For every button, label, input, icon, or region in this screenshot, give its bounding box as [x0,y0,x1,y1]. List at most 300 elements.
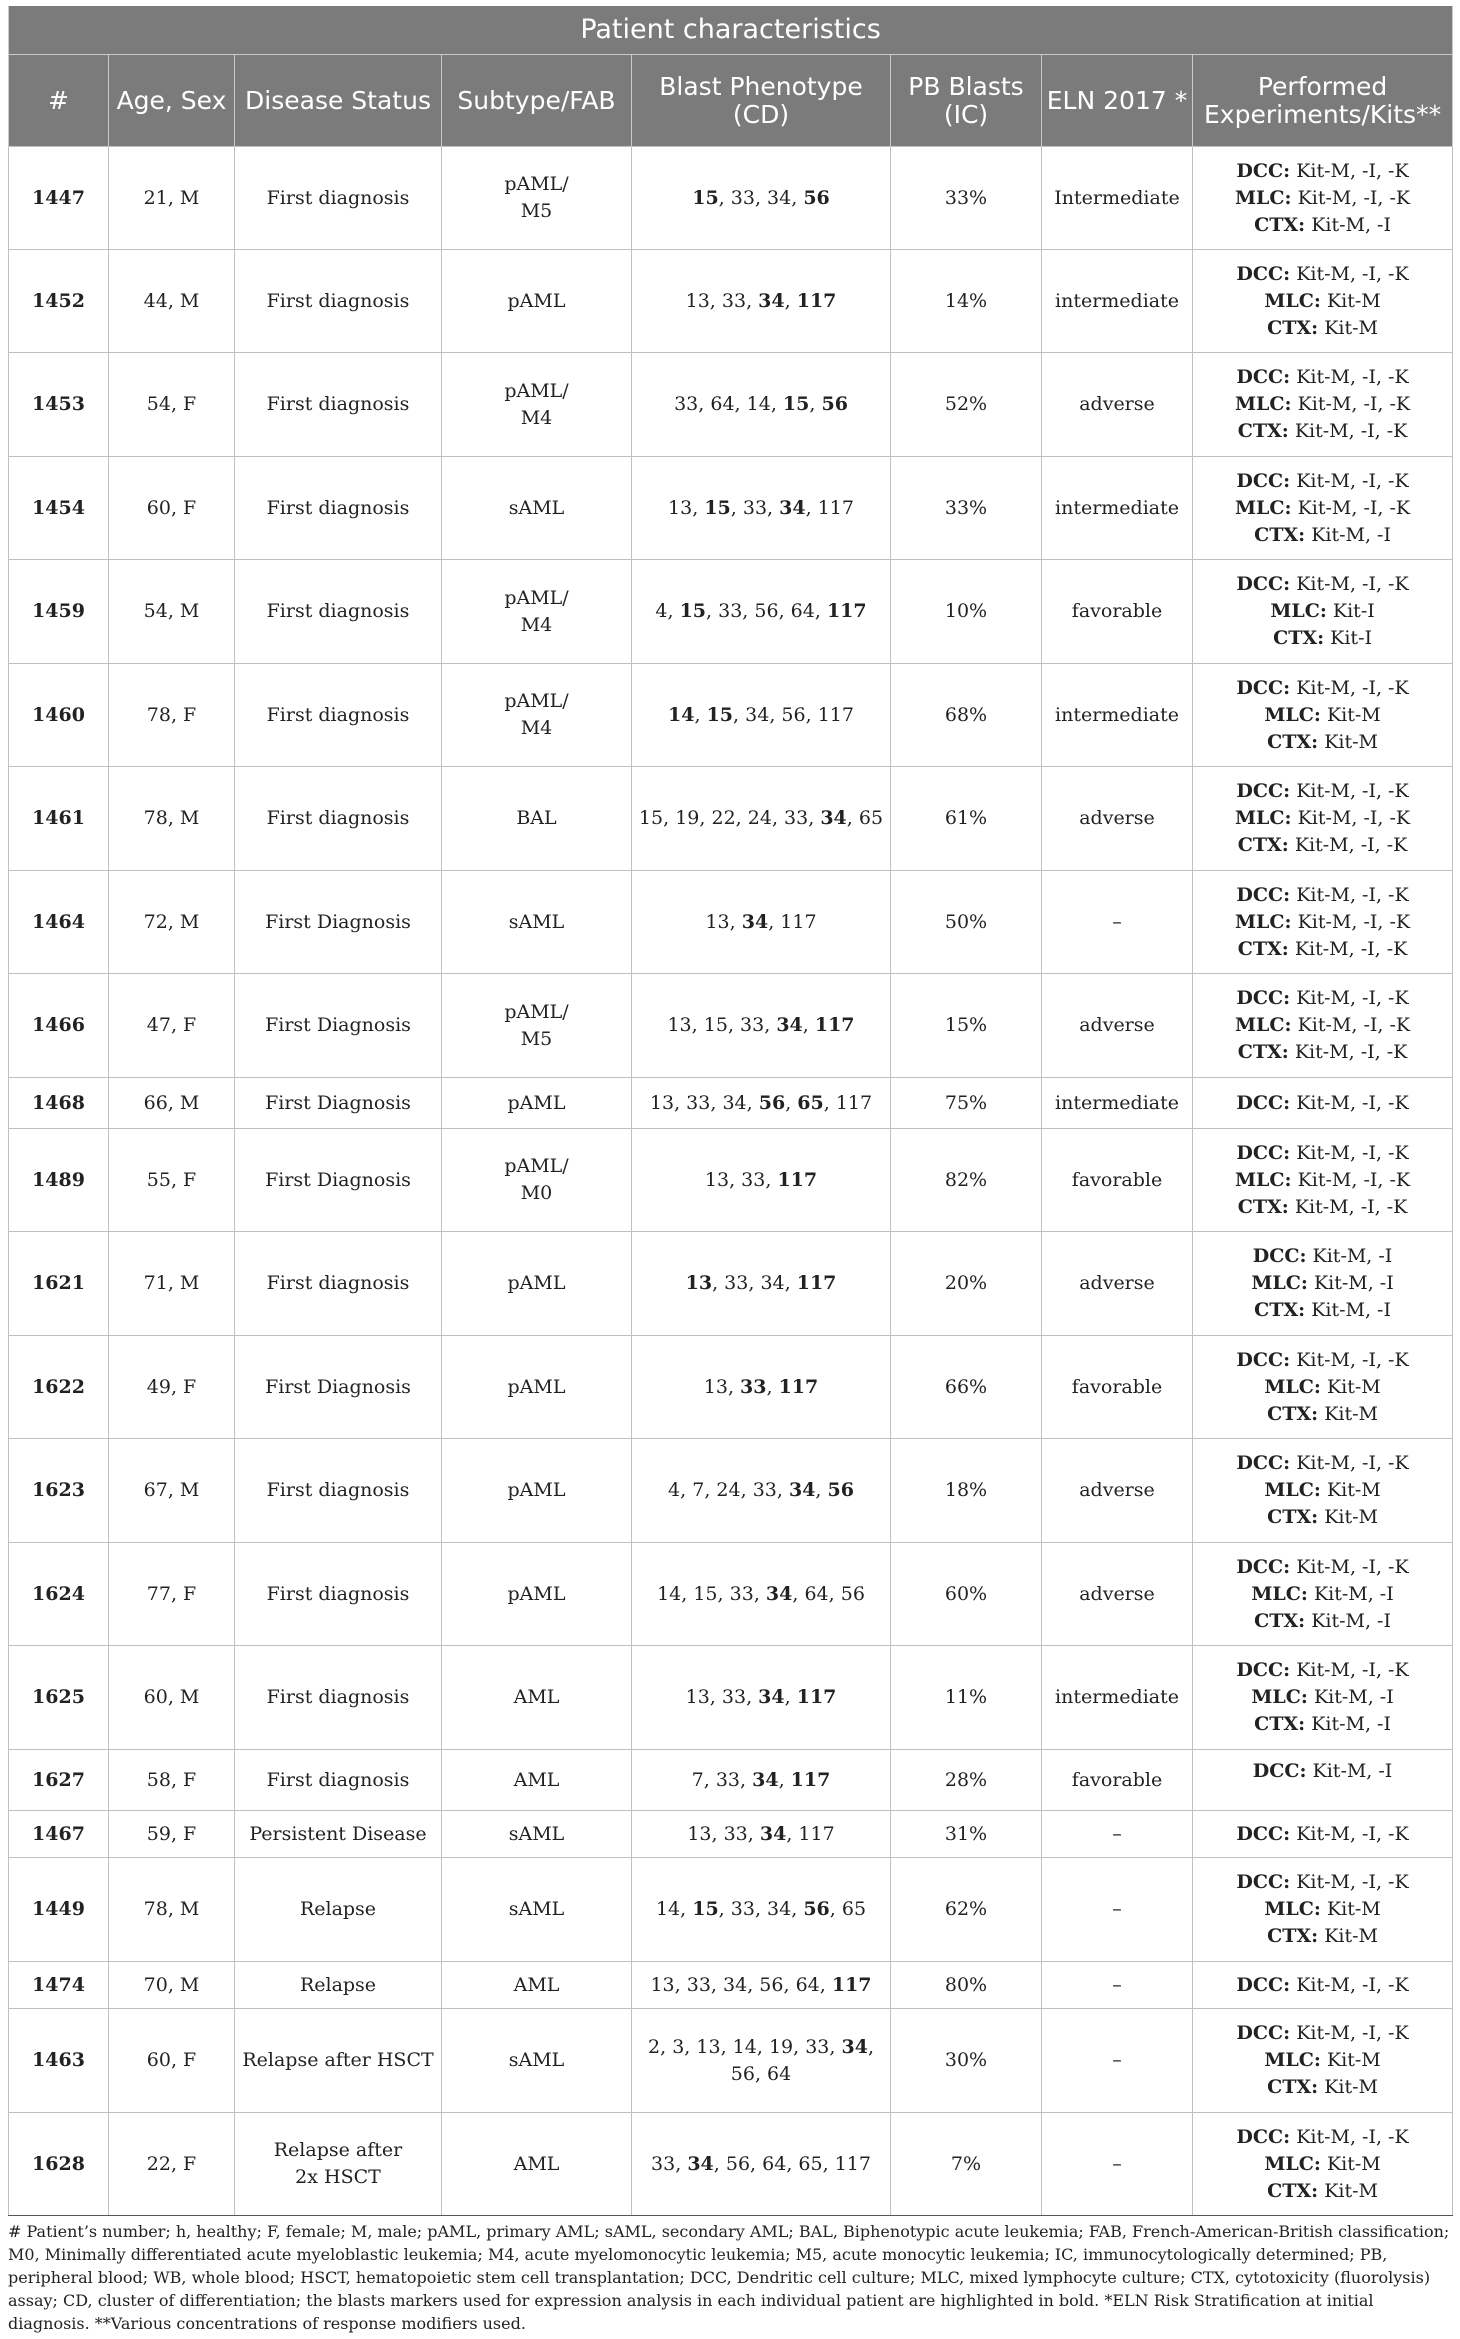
cd-marker: 15 [693,1582,718,1605]
cd-marker: 33 [741,1168,766,1191]
disease-status-line: First diagnosis [266,807,410,829]
cell-blast-phenotype: 13, 33, 34, 56, 65, 117 [632,1078,891,1129]
cd-marker: 117 [798,1822,835,1845]
cd-marker: 65 [858,807,884,829]
cell-blast-phenotype: 13, 33, 34, 117 [632,250,891,353]
table-row [9,147,1453,250]
cell-patient-number: 1474 [9,1962,109,2009]
experiment-kits: Kit-M, -I, -K [1296,780,1409,802]
experiment-label: CTX: [1254,1299,1306,1321]
cell-blast-phenotype: 14, 15, 33, 34, 56, 65 [632,1858,891,1962]
experiment-label: CTX: [1237,834,1289,856]
experiment-label: CTX: [1273,627,1325,649]
cd-marker-highlighted: 117 [790,1768,831,1791]
cd-marker: 19 [675,807,700,829]
cell-age-sex: 72, M [109,871,235,974]
cd-marker-highlighted: 34 [741,910,769,933]
cell-eln: adverse [1042,767,1193,871]
cell-patient-number: 1628 [9,2113,109,2216]
experiment-label: DCC: [1236,676,1291,699]
experiment-kits: Kit-M, -I, -K [1297,910,1411,933]
disease-status-line: First Diagnosis [265,1375,411,1398]
cell-subtype [442,250,632,353]
experiment-kits: Kit-M, -I, -K [1296,1822,1409,1845]
cell-disease-status [235,2009,442,2113]
experiment-label: MLC: [1251,1582,1308,1605]
cell-age-sex: 55, F [109,1129,235,1232]
experiment-kits: Kit-M, -I [1311,1713,1391,1735]
cd-marker: 56 [725,2152,751,2175]
experiment-label: CTX: [1267,730,1319,753]
cell-disease-status [235,974,442,1078]
table-row [9,250,1453,353]
experiment-kits: Kit-M [1324,2179,1378,2202]
cell-patient-number: 1489 [9,1129,109,1232]
table-row [9,664,1453,767]
experiment-kits: Kit-M, -I, -K [1296,573,1409,595]
cell-pb-blasts: 30% [891,2009,1042,2113]
cd-marker: 65 [841,1898,867,1920]
experiment-kits: Kit-M, -I, -K [1294,937,1408,960]
cd-marker-highlighted: 13 [685,1272,713,1294]
subtype-line: sAML [508,496,565,519]
cell-subtype [442,974,632,1078]
table-row [9,1962,1453,2009]
cd-marker: 13 [685,289,710,312]
experiment-label: MLC: [1264,2152,1321,2175]
cd-marker-highlighted: 15 [782,393,810,415]
disease-status-line: First Diagnosis [265,1168,411,1191]
table-row [9,1129,1453,1232]
cell-disease-status [235,1646,442,1750]
experiment-kits: Kit-M [1326,1375,1381,1398]
experiment-kits: Kit-M, -I, -K [1296,987,1409,1009]
cell-experiments [1193,457,1453,560]
experiment-kits: Kit-M [1324,1506,1378,1528]
subtype-line: pAML/ [504,690,569,712]
cell-disease-status [235,353,442,457]
cd-marker: 33 [742,496,768,519]
experiment-kits: Kit-M, -I, -K [1296,1091,1409,1114]
experiment-kits: Kit-M, -I, -K [1296,1141,1409,1164]
cd-marker: 56 [840,1582,865,1605]
cell-eln: – [1042,2113,1193,2216]
cell-eln: adverse [1042,1543,1193,1646]
experiment-label: DCC: [1236,987,1291,1009]
experiment-kits: Kit-M, -I [1311,1609,1391,1632]
experiment-kits: Kit-M, -I, -K [1297,1014,1411,1036]
cell-disease-status [235,1078,442,1129]
cell-blast-phenotype: 13, 33, 117 [632,1336,891,1439]
cd-marker: 56 [730,2062,755,2085]
cd-marker: 4 [655,600,668,622]
experiment-label: MLC: [1264,289,1321,312]
experiment-label: DCC: [1236,1822,1291,1845]
cell-experiments [1193,1750,1453,1811]
col-header-pb-blasts: PB Blasts (IC) [891,55,1042,147]
disease-status-line: First diagnosis [266,289,410,312]
cd-marker-highlighted: 34 [752,1768,779,1791]
cell-disease-status [235,1750,442,1811]
cd-marker-highlighted: 56 [821,393,848,415]
cell-pb-blasts: 50% [891,871,1042,974]
disease-status-line: First diagnosis [266,1582,410,1605]
experiment-label: DCC: [1236,1091,1291,1114]
experiment-label: DCC: [1236,159,1291,182]
cell-eln: adverse [1042,974,1193,1078]
cd-marker: 14 [655,1898,681,1920]
cd-marker-highlighted: 15 [692,186,719,209]
experiment-label: CTX: [1254,523,1306,546]
cd-marker: 56 [759,1973,784,1996]
experiment-label: DCC: [1236,1348,1291,1371]
cd-marker: 2 [648,2035,661,2058]
subtype-line: pAML [507,1375,566,1398]
cell-experiments [1193,2113,1453,2216]
cd-marker-highlighted: 34 [687,2152,714,2175]
cd-marker-highlighted: 56 [803,186,830,209]
subtype-line: sAML [508,2049,565,2071]
cell-patient-number: 1466 [9,974,109,1078]
disease-status-line: First diagnosis [266,1479,410,1501]
cell-disease-status [235,1543,442,1646]
cell-experiments [1193,250,1453,353]
cd-marker-highlighted: 117 [777,1168,818,1191]
experiment-label: DCC: [1236,1555,1291,1578]
cell-patient-number: 1463 [9,2009,109,2113]
subtype-line: sAML [508,1898,565,1920]
cell-patient-number: 1452 [9,250,109,353]
cell-experiments [1193,353,1453,457]
cd-marker: 3 [672,2035,685,2058]
cd-marker: 64 [710,393,735,415]
table-row [9,457,1453,560]
subtype-line: AML [513,2152,560,2175]
experiment-kits: Kit-M, -I, -K [1296,2125,1409,2148]
subtype-line: pAML [507,1479,566,1501]
cell-blast-phenotype: 13, 33, 34, 117 [632,1232,891,1336]
cell-subtype [442,1858,632,1962]
experiment-label: MLC: [1270,600,1327,622]
experiment-label: MLC: [1264,1375,1321,1398]
subtype-line: M5 [520,200,553,222]
experiment-label: CTX: [1254,1609,1306,1632]
cd-marker-highlighted: 34 [759,1822,787,1845]
experiment-kits: Kit-M, -I, -K [1297,1168,1411,1191]
experiment-kits: Kit-M [1324,1925,1378,1947]
cell-patient-number: 1467 [9,1811,109,1858]
disease-status-line: First diagnosis [266,1768,410,1791]
cell-blast-phenotype: 13, 33, 34, 56, 64, 117 [632,1962,891,2009]
disease-status-line: First diagnosis [266,186,410,209]
col-header-blast-phenotype: Blast Phenotype (CD) [632,55,891,147]
cd-marker-highlighted: 34 [788,1479,816,1501]
cd-marker: 13 [667,1014,692,1036]
experiment-label: DCC: [1236,469,1291,492]
cell-patient-number: 1464 [9,871,109,974]
disease-status-line: Relapse after [273,2139,403,2161]
cell-patient-number: 1459 [9,560,109,664]
experiment-kits: Kit-M, -I [1313,1582,1394,1605]
cd-marker-highlighted: 34 [779,496,806,519]
cd-marker: 22 [711,807,736,829]
cd-marker: 33 [752,1479,777,1501]
experiment-label: CTX: [1267,316,1319,339]
disease-status-line: First Diagnosis [265,1091,411,1114]
cell-pb-blasts: 18% [891,1439,1042,1543]
experiment-label: DCC: [1236,1973,1291,1996]
experiment-label: MLC: [1264,1898,1321,1920]
experiment-label: DCC: [1236,1452,1291,1474]
cd-marker: 13 [696,2035,721,2058]
cell-experiments [1193,974,1453,1078]
disease-status-line: First diagnosis [266,393,410,415]
experiment-label: DCC: [1252,1760,1307,1782]
cell-pb-blasts: 15% [891,974,1042,1078]
experiment-kits: Kit-M, -I [1313,1272,1394,1294]
experiment-label: CTX: [1267,2076,1319,2098]
table-row [9,1543,1453,1646]
experiment-kits: Kit-M, -I [1312,1245,1393,1267]
cd-marker-highlighted: 34 [776,1014,803,1036]
cd-marker-highlighted: 117 [831,1973,872,1996]
cd-marker-highlighted: 15 [704,496,731,519]
cell-pb-blasts: 60% [891,1543,1042,1646]
cd-marker: 34 [767,186,792,209]
cd-marker-highlighted: 56 [827,1479,854,1501]
cd-marker: 117 [817,496,854,519]
cd-marker: 33 [721,1686,747,1708]
cell-pb-blasts: 33% [891,147,1042,250]
experiment-kits: Kit-M, -I, -K [1296,676,1409,699]
experiment-label: MLC: [1264,1479,1321,1501]
cell-pb-blasts: 7% [891,2113,1042,2216]
cell-pb-blasts: 80% [891,1962,1042,2009]
disease-status-line: 2x HSCT [295,2166,381,2188]
cd-marker: 64 [762,2152,787,2175]
cell-disease-status [235,1858,442,1962]
cell-eln: Intermediate [1042,147,1193,250]
cd-marker: 13 [704,1168,730,1191]
table-row [9,871,1453,974]
subtype-line: pAML/ [504,1000,569,1023]
experiment-kits: Kit-M [1326,703,1381,726]
cd-marker-highlighted: 34 [820,807,847,829]
table-container [8,6,1452,2216]
experiment-label: MLC: [1235,186,1292,209]
cell-pb-blasts: 10% [891,560,1042,664]
experiment-label: DCC: [1236,780,1291,802]
experiment-kits: Kit-M, -I, -K [1296,469,1409,492]
cell-subtype [442,560,632,664]
cell-age-sex: 66, M [109,1078,235,1129]
cell-age-sex: 60, F [109,457,235,560]
experiment-kits: Kit-M, -I, -K [1296,1555,1409,1578]
cell-age-sex: 59, F [109,1811,235,1858]
cell-pb-blasts: 82% [891,1129,1042,1232]
cell-age-sex: 47, F [109,974,235,1078]
cell-eln: adverse [1042,353,1193,457]
cell-blast-phenotype: 33, 64, 14, 15, 56 [632,353,891,457]
cell-eln: – [1042,1962,1193,2009]
cd-marker: 56 [754,600,779,622]
experiment-kits: Kit-M [1324,1402,1378,1425]
cd-marker: 24 [716,1479,741,1501]
cell-blast-phenotype: 13, 34, 117 [632,871,891,974]
cell-subtype [442,1750,632,1811]
cell-blast-phenotype: 4, 15, 33, 56, 64, 117 [632,560,891,664]
cell-pb-blasts: 52% [891,353,1042,457]
cell-blast-phenotype: 13, 33, 34, 117 [632,1646,891,1750]
cell-experiments [1193,1336,1453,1439]
cell-age-sex: 44, M [109,250,235,353]
experiment-kits: Kit-M, -I, -K [1296,262,1409,285]
experiment-label: MLC: [1264,703,1321,726]
cell-experiments [1193,1078,1453,1129]
cd-marker: 117 [834,2152,871,2175]
disease-status-line: First diagnosis [266,1686,410,1708]
cell-patient-number: 1453 [9,353,109,457]
col-header-eln: ELN 2017 * [1042,55,1193,147]
cell-pb-blasts: 62% [891,1858,1042,1962]
cell-experiments [1193,1543,1453,1646]
cd-marker: 19 [768,2035,794,2058]
experiment-label: MLC: [1251,1686,1308,1708]
cell-age-sex: 77, F [109,1543,235,1646]
cell-disease-status [235,1962,442,2009]
cell-blast-phenotype: 13, 15, 33, 34, 117 [632,457,891,560]
cell-eln: – [1042,871,1193,974]
table-row [9,1232,1453,1336]
cell-subtype [442,664,632,767]
experiment-label: CTX: [1254,213,1306,236]
cd-marker: 13 [685,1686,710,1708]
cell-subtype [442,1336,632,1439]
table-row [9,2113,1453,2216]
cell-experiments [1193,2009,1453,2113]
experiment-label: MLC: [1235,807,1292,829]
experiment-label: CTX: [1267,1402,1319,1425]
cd-marker: 65 [798,2152,823,2175]
experiment-kits: Kit-M, -I, -K [1296,1452,1409,1474]
cell-age-sex: 60, F [109,2009,235,2113]
cell-experiments [1193,147,1453,250]
cell-subtype [442,767,632,871]
cell-eln: intermediate [1042,250,1193,353]
cd-marker-highlighted: 65 [797,1091,824,1114]
cd-marker: 33 [721,289,747,312]
cell-pb-blasts: 68% [891,664,1042,767]
experiment-label: DCC: [1236,2125,1291,2148]
cell-subtype [442,1439,632,1543]
table-row [9,1439,1453,1543]
cell-subtype [442,871,632,974]
cell-age-sex: 78, F [109,664,235,767]
cell-disease-status [235,664,442,767]
cell-blast-phenotype: 2, 3, 13, 14, 19, 33, 34, 56, 64 [632,2009,891,2113]
cell-experiments [1193,1439,1453,1543]
table-body [9,147,1453,2216]
cd-marker: 7 [692,1479,705,1501]
cell-disease-status [235,1232,442,1336]
experiment-kits: Kit-M [1324,316,1378,339]
cell-pb-blasts: 14% [891,250,1042,353]
experiment-label: CTX: [1267,2179,1319,2202]
cell-subtype [442,2009,632,2113]
cell-experiments [1193,560,1453,664]
cd-marker: 13 [703,1375,728,1398]
cd-marker-highlighted: 15 [679,600,707,622]
cell-eln: intermediate [1042,1078,1193,1129]
cell-blast-phenotype: 4, 7, 24, 33, 34, 56 [632,1439,891,1543]
cd-marker: 64 [790,600,815,622]
cell-blast-phenotype: 15, 19, 22, 24, 33, 34, 65 [632,767,891,871]
experiment-kits: Kit-M [1324,730,1378,753]
experiment-kits: Kit-M [1326,1479,1381,1501]
cell-eln: favorable [1042,1129,1193,1232]
cd-marker-highlighted: 56 [758,1091,786,1114]
cd-marker: 33 [686,1091,711,1114]
cd-marker: 33 [740,1014,765,1036]
experiment-kits: Kit-M, -I, -K [1296,159,1409,182]
subtype-line: M5 [520,1027,553,1050]
col-header-subtype: Subtype/FAB [442,55,632,147]
cell-blast-phenotype: 13, 15, 33, 34, 117 [632,974,891,1078]
cell-disease-status [235,250,442,353]
experiment-kits: Kit-M, -I [1311,1299,1391,1321]
subtype-line: sAML [508,1822,565,1845]
table-row [9,1078,1453,1129]
table-caption: Patient characteristics [9,6,1453,55]
cd-marker: 7 [691,1768,704,1791]
col-header-age-sex: Age, Sex [109,55,235,147]
cell-age-sex: 49, F [109,1336,235,1439]
cd-marker: 64 [795,1973,820,1996]
cell-subtype [442,1811,632,1858]
cell-subtype [442,1646,632,1750]
experiment-kits: Kit-M [1326,1898,1381,1920]
table-row [9,353,1453,457]
experiment-label: MLC: [1235,910,1292,933]
cell-age-sex: 54, F [109,353,235,457]
patient-table [8,6,1453,2216]
experiment-kits: Kit-M, -I [1311,213,1391,236]
cd-marker: 13 [668,496,693,519]
disease-status-line: Relapse [299,1898,377,1920]
cd-marker: 33 [724,1272,749,1294]
cell-blast-phenotype: 13, 33, 117 [632,1129,891,1232]
cell-age-sex: 71, M [109,1232,235,1336]
experiment-kits: Kit-M, -I, -K [1296,1348,1409,1371]
cell-subtype [442,1962,632,2009]
subtype-line: AML [513,1768,560,1791]
experiment-kits: Kit-M, -I, -K [1297,807,1411,829]
cell-subtype [442,1232,632,1336]
cd-marker-highlighted: 117 [796,1272,837,1294]
experiment-label: DCC: [1236,366,1291,388]
subtype-line: pAML/ [504,1155,569,1177]
subtype-line: sAML [508,910,565,933]
cd-marker: 64 [767,2062,792,2085]
experiment-label: MLC: [1235,1168,1292,1191]
cell-age-sex: 78, M [109,1858,235,1962]
cd-marker-highlighted: 34 [758,1686,785,1708]
disease-status-line: First diagnosis [266,1272,410,1294]
cell-experiments [1193,1962,1453,2009]
cell-pb-blasts: 11% [891,1646,1042,1750]
cell-patient-number: 1447 [9,147,109,250]
cd-marker-highlighted: 34 [765,1582,793,1605]
